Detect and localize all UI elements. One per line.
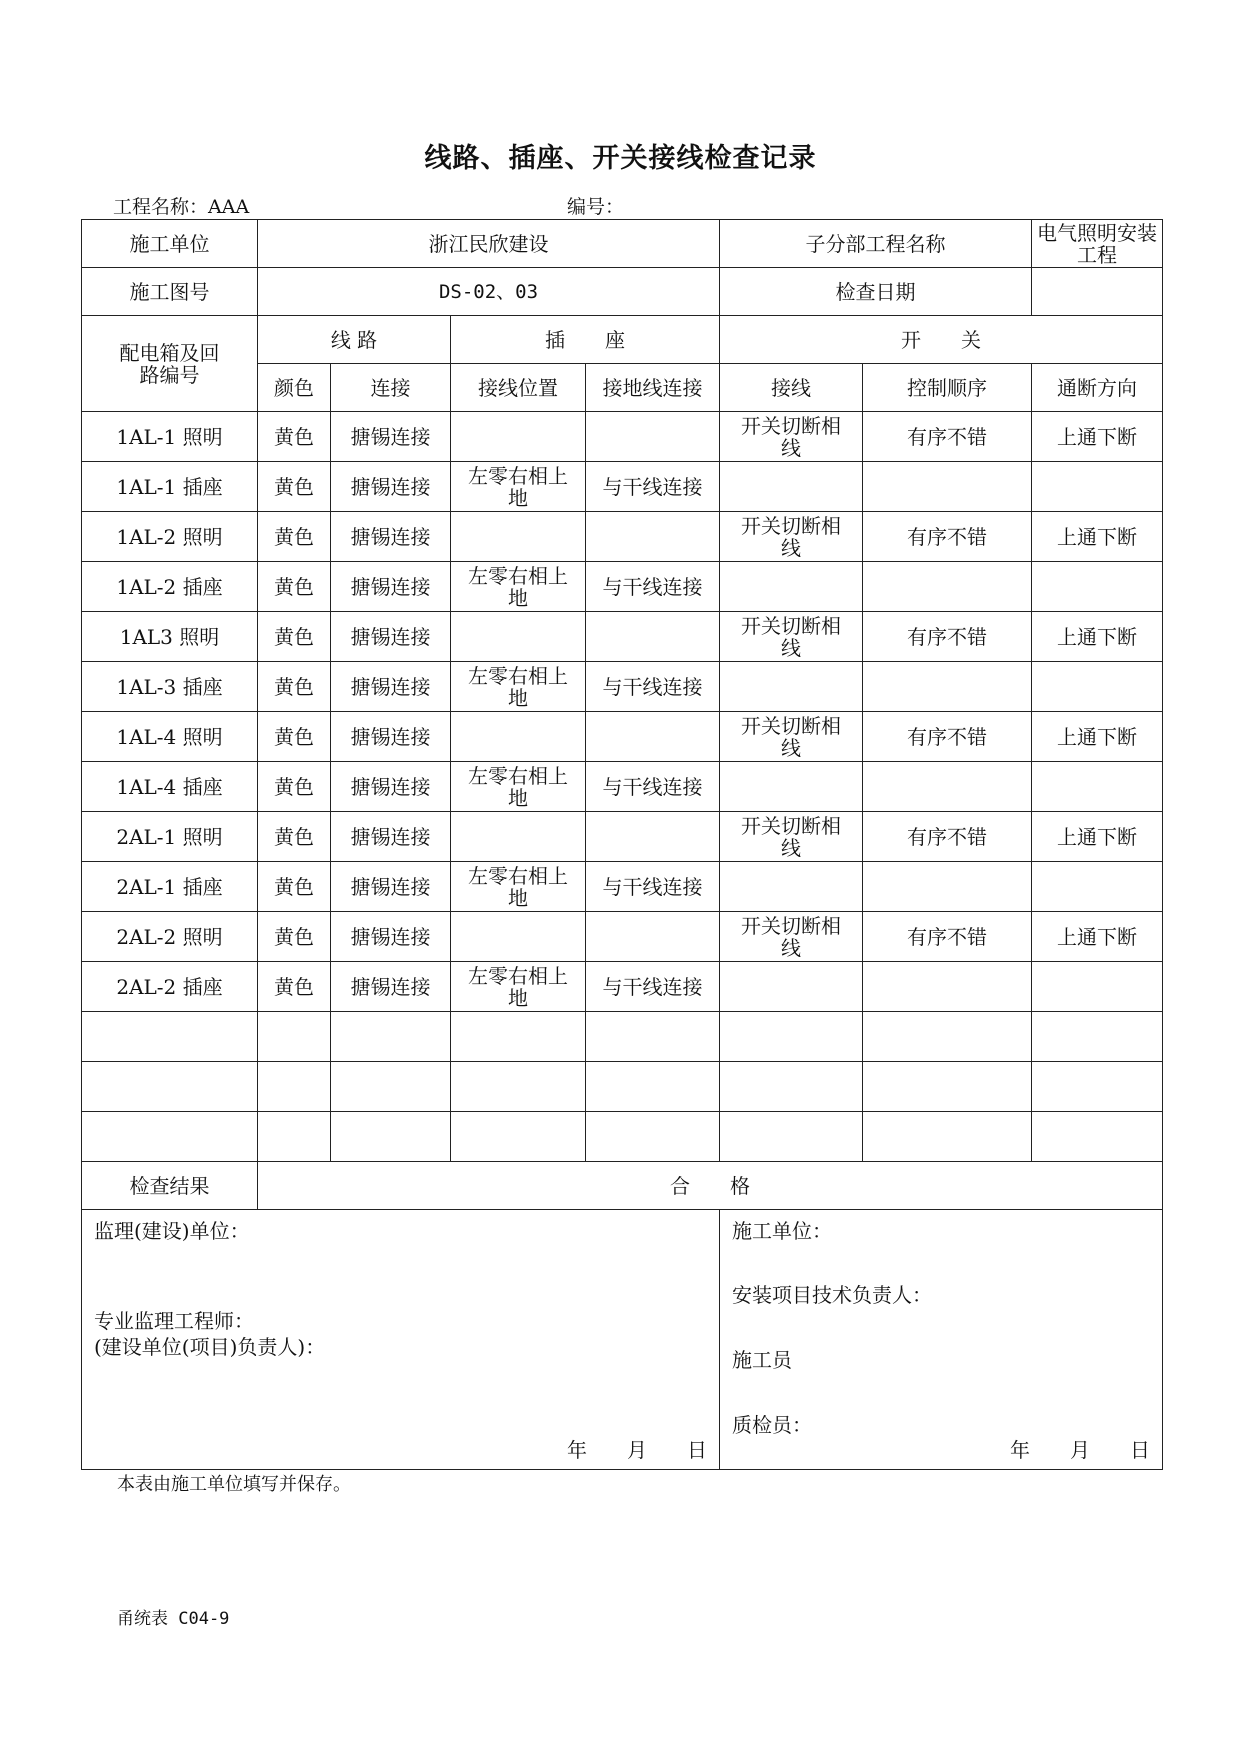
circuit-cell: 1AL-3 插座	[82, 662, 258, 712]
socket-group-header: 插 座	[451, 316, 720, 364]
on-off-direction-cell	[1032, 1012, 1163, 1062]
table-row	[82, 562, 1163, 612]
supervisor-date: 年 月 日	[567, 1438, 707, 1462]
ground-connection-cell	[586, 412, 720, 462]
connection-cell: 搪锡连接	[331, 412, 451, 462]
control-order-header: 控制顺序	[863, 364, 1032, 412]
table-row	[82, 712, 1163, 762]
color-cell: 黄色	[258, 762, 331, 812]
switch-wiring-cell	[720, 512, 863, 562]
construction-unit-label: 施工单位：	[732, 1219, 832, 1243]
wiring-position-cell	[451, 912, 586, 962]
color-cell: 黄色	[258, 662, 331, 712]
control-order-cell: 有序不错	[863, 812, 1032, 862]
color-header: 颜色	[258, 364, 331, 412]
record-number: 编号：	[567, 196, 625, 218]
wiring-position-cell-text: 左零右相上地	[468, 863, 568, 910]
switch-group-header: 开 关	[720, 316, 1163, 364]
connection-header: 连接	[331, 364, 451, 412]
color-cell: 黄色	[258, 562, 331, 612]
wiring-position-cell	[451, 812, 586, 862]
result-row	[82, 1162, 1163, 1210]
switch-wiring-cell	[720, 762, 863, 812]
connection-cell: 搪锡连接	[331, 512, 451, 562]
supervisor-engineer-label: 专业监理工程师：	[94, 1309, 254, 1333]
control-order-cell	[863, 962, 1032, 1012]
ground-connection-cell: 与干线连接	[586, 762, 720, 812]
ground-connection-cell: 与干线连接	[586, 962, 720, 1012]
circuit-cell: 1AL-1 照明	[82, 412, 258, 462]
on-off-direction-cell	[1032, 962, 1163, 1012]
circuit-cell: 2AL-1 照明	[82, 812, 258, 862]
switch-wiring-cell-text: 开关切断相线	[741, 513, 841, 560]
on-off-direction-cell	[1032, 862, 1163, 912]
supervisor-unit-label: 监理(建设)单位：	[94, 1219, 250, 1243]
owner-rep-label: (建设单位(项目)负责人)：	[94, 1335, 326, 1359]
table-row	[82, 1012, 1163, 1062]
table-row	[82, 762, 1163, 812]
circuit-cell: 1AL-4 插座	[82, 762, 258, 812]
wiring-position-cell-text: 左零右相上地	[468, 663, 568, 710]
switch-wiring-cell-text: 开关切断相线	[741, 613, 841, 660]
page-title: 线路、插座、开关接线检查记录	[424, 143, 817, 174]
ground-connection-cell	[586, 1112, 720, 1162]
on-off-direction-cell	[1032, 462, 1163, 512]
control-order-cell: 有序不错	[863, 612, 1032, 662]
wiring-position-cell	[451, 1012, 586, 1062]
control-order-cell: 有序不错	[863, 712, 1032, 762]
switch-wiring-cell-text: 开关切断相线	[741, 713, 841, 760]
circuit-cell: 1AL3 照明	[82, 612, 258, 662]
connection-cell: 搪锡连接	[331, 962, 451, 1012]
line-group-header: 线 路	[258, 316, 451, 364]
connection-cell: 搪锡连接	[331, 762, 451, 812]
control-order-cell	[863, 862, 1032, 912]
color-cell: 黄色	[258, 912, 331, 962]
control-order-cell: 有序不错	[863, 912, 1032, 962]
switch-wiring-cell-text: 开关切断相线	[741, 813, 841, 860]
color-cell: 黄色	[258, 412, 331, 462]
wiring-position-cell-text: 左零右相上地	[468, 963, 568, 1010]
info-row-drawing	[82, 268, 1163, 316]
on-off-direction-cell	[1032, 662, 1163, 712]
wiring-position-cell-text: 左零右相上地	[468, 763, 568, 810]
on-off-direction-cell: 上通下断	[1032, 812, 1163, 862]
color-cell: 黄色	[258, 862, 331, 912]
switch-wiring-cell	[720, 1112, 863, 1162]
header-row-groups	[82, 316, 1163, 364]
on-off-direction-cell: 上通下断	[1032, 412, 1163, 462]
ground-connection-cell	[586, 1062, 720, 1112]
switch-wiring-cell	[720, 812, 863, 862]
ground-connection-cell	[586, 1012, 720, 1062]
circuit-cell: 1AL-4 照明	[82, 712, 258, 762]
color-cell: 黄色	[258, 612, 331, 662]
control-order-cell	[863, 1062, 1032, 1112]
switch-wiring-cell	[720, 562, 863, 612]
date-label: 检查日期	[720, 268, 1032, 316]
subpart-value: 电气照明安装工程	[1032, 220, 1163, 268]
table-note: 本表由施工单位填写并保存。	[117, 1474, 351, 1495]
table-row	[82, 612, 1163, 662]
wiring-position-cell	[451, 862, 586, 912]
form-code: 甬统表 C04-9	[117, 1609, 230, 1629]
color-cell	[258, 1062, 331, 1112]
switch-wiring-cell	[720, 862, 863, 912]
inspector-label: 质检员：	[732, 1413, 812, 1437]
drawing-value: DS-02、03	[258, 268, 720, 316]
wiring-position-cell	[451, 962, 586, 1012]
ground-connection-cell: 与干线连接	[586, 562, 720, 612]
inspection-table	[81, 219, 1163, 1470]
circuit-cell: 2AL-1 插座	[82, 862, 258, 912]
table-row	[82, 912, 1163, 962]
wiring-position-cell	[451, 412, 586, 462]
table-row	[82, 512, 1163, 562]
table-row	[82, 662, 1163, 712]
color-cell	[258, 1112, 331, 1162]
ground-connection-cell	[586, 912, 720, 962]
wiring-position-cell	[451, 612, 586, 662]
wiring-position-cell	[451, 462, 586, 512]
switch-wiring-cell	[720, 462, 863, 512]
on-off-direction-cell: 上通下断	[1032, 512, 1163, 562]
on-off-direction-cell: 上通下断	[1032, 912, 1163, 962]
connection-cell: 搪锡连接	[331, 462, 451, 512]
connection-cell: 搪锡连接	[331, 912, 451, 962]
circuit-cell	[82, 1062, 258, 1112]
date-value	[1032, 268, 1163, 316]
connection-cell: 搪锡连接	[331, 612, 451, 662]
wiring-position-cell	[451, 1112, 586, 1162]
subpart-label: 子分部工程名称	[720, 220, 1032, 268]
table-row	[82, 412, 1163, 462]
ground-connection-cell: 与干线连接	[586, 662, 720, 712]
wiring-position-cell	[451, 662, 586, 712]
control-order-cell	[863, 662, 1032, 712]
construction-date: 年 月 日	[1010, 1438, 1150, 1462]
result-value: 合 格	[258, 1162, 1163, 1210]
wiring-position-cell	[451, 512, 586, 562]
control-order-cell	[863, 762, 1032, 812]
wiring-position-header: 接线位置	[451, 364, 586, 412]
connection-cell: 搪锡连接	[331, 662, 451, 712]
switch-wiring-cell	[720, 662, 863, 712]
connection-cell	[331, 1062, 451, 1112]
signature-row	[82, 1210, 1163, 1470]
connection-cell: 搪锡连接	[331, 812, 451, 862]
circuit-cell: 1AL-1 插座	[82, 462, 258, 512]
control-order-cell	[863, 1112, 1032, 1162]
project-name: 工程名称：AAA	[113, 196, 250, 218]
on-off-direction-cell: 上通下断	[1032, 712, 1163, 762]
table-row	[82, 1062, 1163, 1112]
ground-connection-cell	[586, 612, 720, 662]
unit-label: 施工单位	[82, 220, 258, 268]
wiring-position-cell	[451, 712, 586, 762]
control-order-cell	[863, 562, 1032, 612]
wiring-position-cell	[451, 762, 586, 812]
color-cell: 黄色	[258, 462, 331, 512]
control-order-cell: 有序不错	[863, 412, 1032, 462]
switch-wiring-cell-text: 开关切断相线	[741, 913, 841, 960]
result-label: 检查结果	[82, 1162, 258, 1210]
control-order-cell	[863, 462, 1032, 512]
switch-wiring-cell	[720, 612, 863, 662]
on-off-direction-cell: 上通下断	[1032, 612, 1163, 662]
circuit-header-text: 配电箱及回路编号	[119, 340, 220, 387]
info-row-unit	[82, 220, 1163, 268]
switch-wiring-cell-text: 开关切断相线	[741, 413, 841, 460]
worker-label: 施工员	[732, 1348, 792, 1372]
control-order-cell	[863, 1012, 1032, 1062]
color-cell: 黄色	[258, 962, 331, 1012]
ground-connection-cell: 与干线连接	[586, 462, 720, 512]
color-cell: 黄色	[258, 812, 331, 862]
switch-wiring-cell	[720, 1062, 863, 1112]
table-row	[82, 462, 1163, 512]
wiring-position-cell	[451, 1062, 586, 1112]
ground-connection-header: 接地线连接	[586, 364, 720, 412]
table-row	[82, 962, 1163, 1012]
table-row	[82, 862, 1163, 912]
tech-lead-label: 安装项目技术负责人：	[732, 1283, 932, 1307]
wiring-position-cell-text: 左零右相上地	[468, 563, 568, 610]
on-off-direction-cell	[1032, 762, 1163, 812]
wiring-position-cell	[451, 562, 586, 612]
circuit-cell: 1AL-2 照明	[82, 512, 258, 562]
color-cell: 黄色	[258, 512, 331, 562]
supervisor-sign-cell	[82, 1210, 720, 1470]
connection-cell: 搪锡连接	[331, 712, 451, 762]
connection-cell	[331, 1012, 451, 1062]
circuit-cell	[82, 1112, 258, 1162]
wiring-position-cell-text: 左零右相上地	[468, 463, 568, 510]
circuit-cell: 2AL-2 插座	[82, 962, 258, 1012]
connection-cell: 搪锡连接	[331, 562, 451, 612]
ground-connection-cell	[586, 812, 720, 862]
control-order-cell: 有序不错	[863, 512, 1032, 562]
ground-connection-cell	[586, 512, 720, 562]
ground-connection-cell: 与干线连接	[586, 862, 720, 912]
circuit-cell: 2AL-2 照明	[82, 912, 258, 962]
table-row	[82, 1112, 1163, 1162]
connection-cell: 搪锡连接	[331, 862, 451, 912]
ground-connection-cell	[586, 712, 720, 762]
table-row	[82, 812, 1163, 862]
circuit-cell: 1AL-2 插座	[82, 562, 258, 612]
drawing-label: 施工图号	[82, 268, 258, 316]
on-off-direction-cell	[1032, 562, 1163, 612]
switch-wiring-cell	[720, 1012, 863, 1062]
construction-sign-cell	[720, 1210, 1163, 1470]
connection-cell	[331, 1112, 451, 1162]
circuit-header	[82, 316, 258, 412]
on-off-direction-cell	[1032, 1062, 1163, 1112]
switch-wiring-cell	[720, 962, 863, 1012]
on-off-direction-cell	[1032, 1112, 1163, 1162]
color-cell: 黄色	[258, 712, 331, 762]
switch-wiring-cell	[720, 412, 863, 462]
color-cell	[258, 1012, 331, 1062]
on-off-direction-header: 通断方向	[1032, 364, 1163, 412]
unit-value: 浙江民欣建设	[258, 220, 720, 268]
switch-wiring-cell	[720, 712, 863, 762]
switch-wiring-cell	[720, 912, 863, 962]
switch-wiring-header: 接线	[720, 364, 863, 412]
circuit-cell	[82, 1012, 258, 1062]
